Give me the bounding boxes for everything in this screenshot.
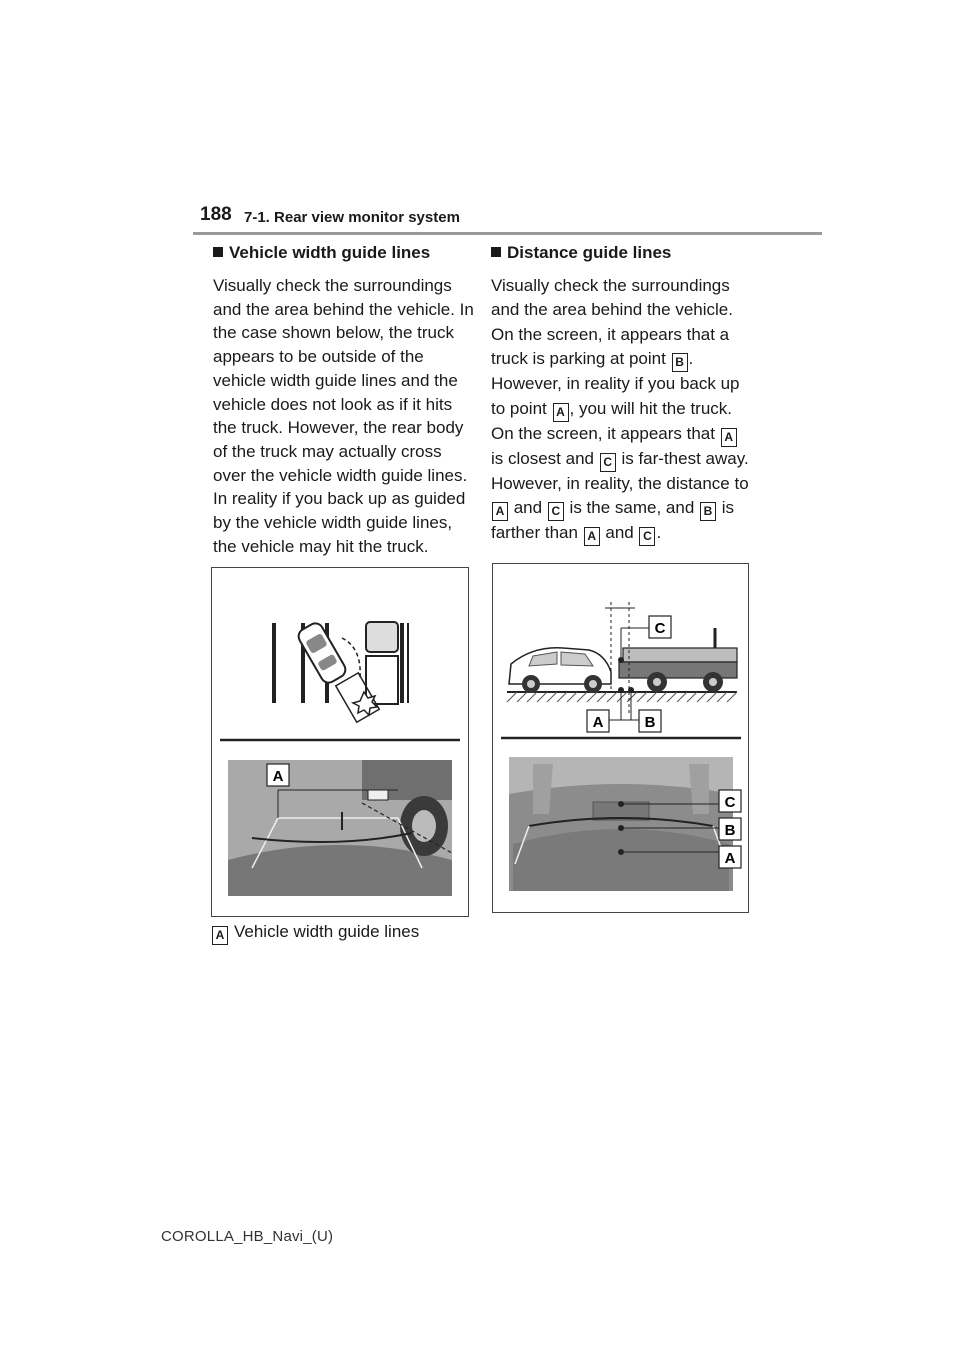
text-run: is the same, and (564, 498, 699, 518)
text-run: and (600, 523, 639, 543)
point-tag: A (584, 527, 600, 546)
right-heading-text: Distance guide lines (507, 243, 672, 262)
square-bullet-icon (491, 247, 501, 257)
right-heading (491, 242, 753, 264)
point-tag: A (492, 502, 508, 521)
text-run: . (656, 523, 662, 543)
point-tag: C (600, 453, 616, 472)
text-run: and (509, 498, 547, 518)
right-body (491, 274, 753, 546)
point-tag: C (548, 502, 564, 521)
point-tag: B (700, 502, 716, 521)
point-tag: B (672, 353, 688, 372)
left-heading-text: Vehicle width guide lines (229, 243, 431, 262)
figure-label-bottom-c: C (724, 794, 736, 811)
square-bullet-icon (213, 247, 223, 257)
figure-label-bottom-a: A (724, 850, 736, 867)
point-tag: A (721, 428, 737, 447)
distance-illustration (493, 564, 748, 912)
text-run: Visually check the surroundings and the area behind the vehicle. On the screen, it appears that a truck is parking at point (491, 276, 733, 369)
text-run: is closest and (491, 448, 599, 468)
caption-tag: A (212, 926, 228, 945)
header-rule (193, 232, 822, 235)
figure-label-bottom-b: B (724, 822, 736, 839)
figure-caption (211, 922, 419, 945)
text-run: is farther than (491, 498, 734, 543)
text-run: . However, in reality if you back up to point (491, 349, 740, 418)
text-run: is far-thest away. However, in reality, the distance to (491, 448, 749, 493)
right-column (491, 242, 753, 546)
point-tag: C (639, 527, 655, 546)
figure-label-top-a: A (592, 714, 604, 731)
figure-label-a: A (272, 768, 284, 785)
caption-text: Vehicle width guide lines (234, 922, 420, 941)
footer-model: COROLLA_HB_Navi_(U) (161, 1228, 334, 1245)
figure-label-top-b: B (644, 714, 656, 731)
left-body: Visually check the surroundings and the area behind the vehicle. In the case shown below, the truck appears to be outside of the vehicle width guide lines and the vehicle does not look as if it hits the truck. However, the rear body of the truck may actually cross over the vehicle width guide lines. In reality if you back up as guided by the vehicle width guide lines, the vehicle may hit the truck. (213, 276, 474, 556)
section-title: 7-1. Rear view monitor system (244, 209, 460, 226)
left-column (213, 242, 475, 558)
text-run: , you will hit the truck. On the screen, it appears that (491, 398, 733, 443)
figure-label-top-c: C (654, 620, 666, 637)
left-heading (213, 242, 475, 264)
page-number: 188 (200, 204, 232, 225)
vehicle-width-figure (211, 567, 469, 917)
vehicle-width-illustration (212, 568, 468, 916)
distance-figure (492, 563, 749, 913)
point-tag: A (553, 403, 569, 422)
